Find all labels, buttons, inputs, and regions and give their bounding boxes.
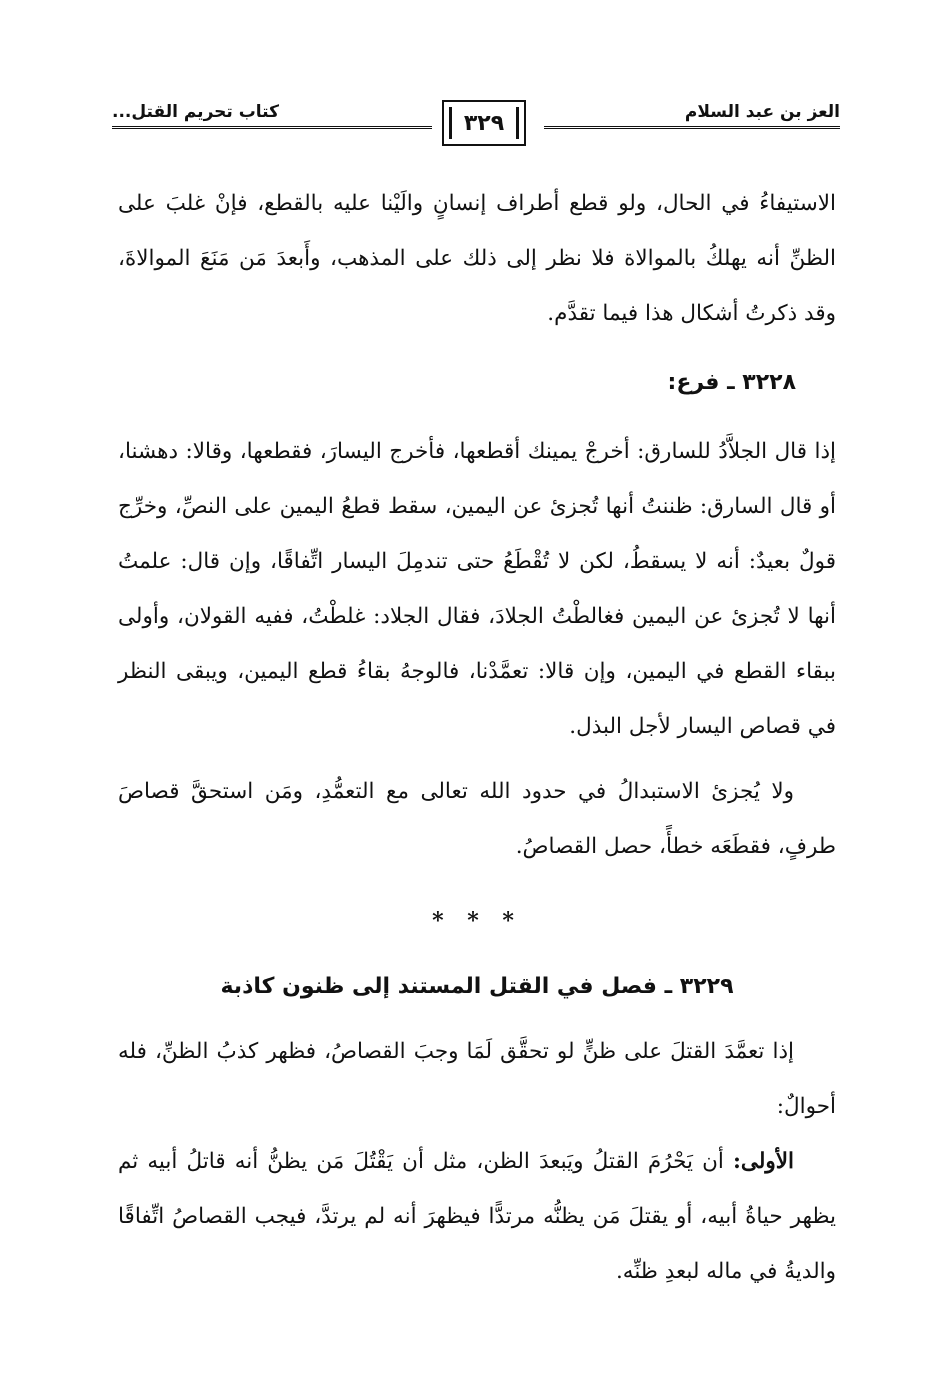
paragraph-3: ولا يُجزئ الاستبدالُ في حدود الله تعالى مع التعمُّدِ، ومَن استحقَّ قصاصَ طرفٍ، فقطَعَه خطأً، حصل القصاصُ. <box>118 779 836 859</box>
paragraph-5-term: الأولى: <box>732 1149 794 1174</box>
header-rule-right <box>544 126 840 129</box>
page-number-frame <box>442 100 526 146</box>
section-divider-stars: * * * <box>432 908 522 934</box>
paragraph-1: الاستيفاءُ في الحال، ولو قطع أطراف إنسانٍ والَيْنا عليه بالقطع، فإنْ غلبَ على الظنِّ أنه يهلكُ بالموالاة فلا نظر إلى ذلك على المذهب، وأَبعدَ مَن مَنَعَ الموالاةَ، وقد ذكرتُ أشكال هذا فيما تقدَّم. <box>118 191 836 326</box>
subheading-branch: ٣٢٢٨ ـ فرع: <box>667 370 796 395</box>
section-title: ٣٢٢٩ ـ فصل في القتل المستند إلى ظنون كاذبة <box>220 974 734 999</box>
paragraph-5 <box>118 1134 836 1299</box>
header-author: العز بن عبد السلام <box>684 102 840 122</box>
paragraph-4: إذا تعمَّدَ القتلَ على ظنٍّ لو تحقَّق لَمَا وجبَ القصاصُ، فظهر كذبُ الظنِّ، فله أحوالٌ: <box>118 1039 836 1119</box>
running-header <box>112 96 840 152</box>
header-book-title: كتاب تحريم القتل... <box>112 102 279 122</box>
page-number: ٣٢٩ <box>463 110 505 136</box>
paragraph-5-text: أن يَحْرُمَ القتلُ ويَبعدَ الظن، مثل أن يَقْتُلَ مَن يظنُّ أنه قاتلُ أبيه ثم يظهر حياةُ أبيه، أو يقتلَ مَن يظنُّه مرتدًّا فيظهرَ أنه لم يرتدَّ، فيجب القصاصُ اتِّفاقًا والديةُ في ماله لبعدِ ظنِّه. <box>118 1149 836 1284</box>
header-rule-left <box>112 126 432 129</box>
paragraph-2: إذا قال الجلاَّدُ للسارق: أخرجْ يمينك أقطعها، فأخرج اليسارَ، فقطعها، وقالا: دهشنا، أو قال السارق: ظننتُ أنها تُجزئ عن اليمين، سقط قطعُ اليمين على النصِّ، وخرِّج قولٌ بعيدٌ: أنه لا يسقطُ، لكن لا تُقْطَعُ حتى تندمِلَ اليسار اتِّفاقًا، وإن قال: علمتُ أنها لا تُجزئ عن اليمين فغالطْتُ الجلادَ، فقال الجلاد: غلطْتُ، ففيه القولان، وأولى ببقاء القطع في اليمين، وإن قالا: تعمَّدْنا، فالوجهُ بقاءُ قطع اليمين، ويبقى النظر في قصاص اليسار لأجل البذل. <box>118 439 836 739</box>
page-body <box>118 176 836 1299</box>
